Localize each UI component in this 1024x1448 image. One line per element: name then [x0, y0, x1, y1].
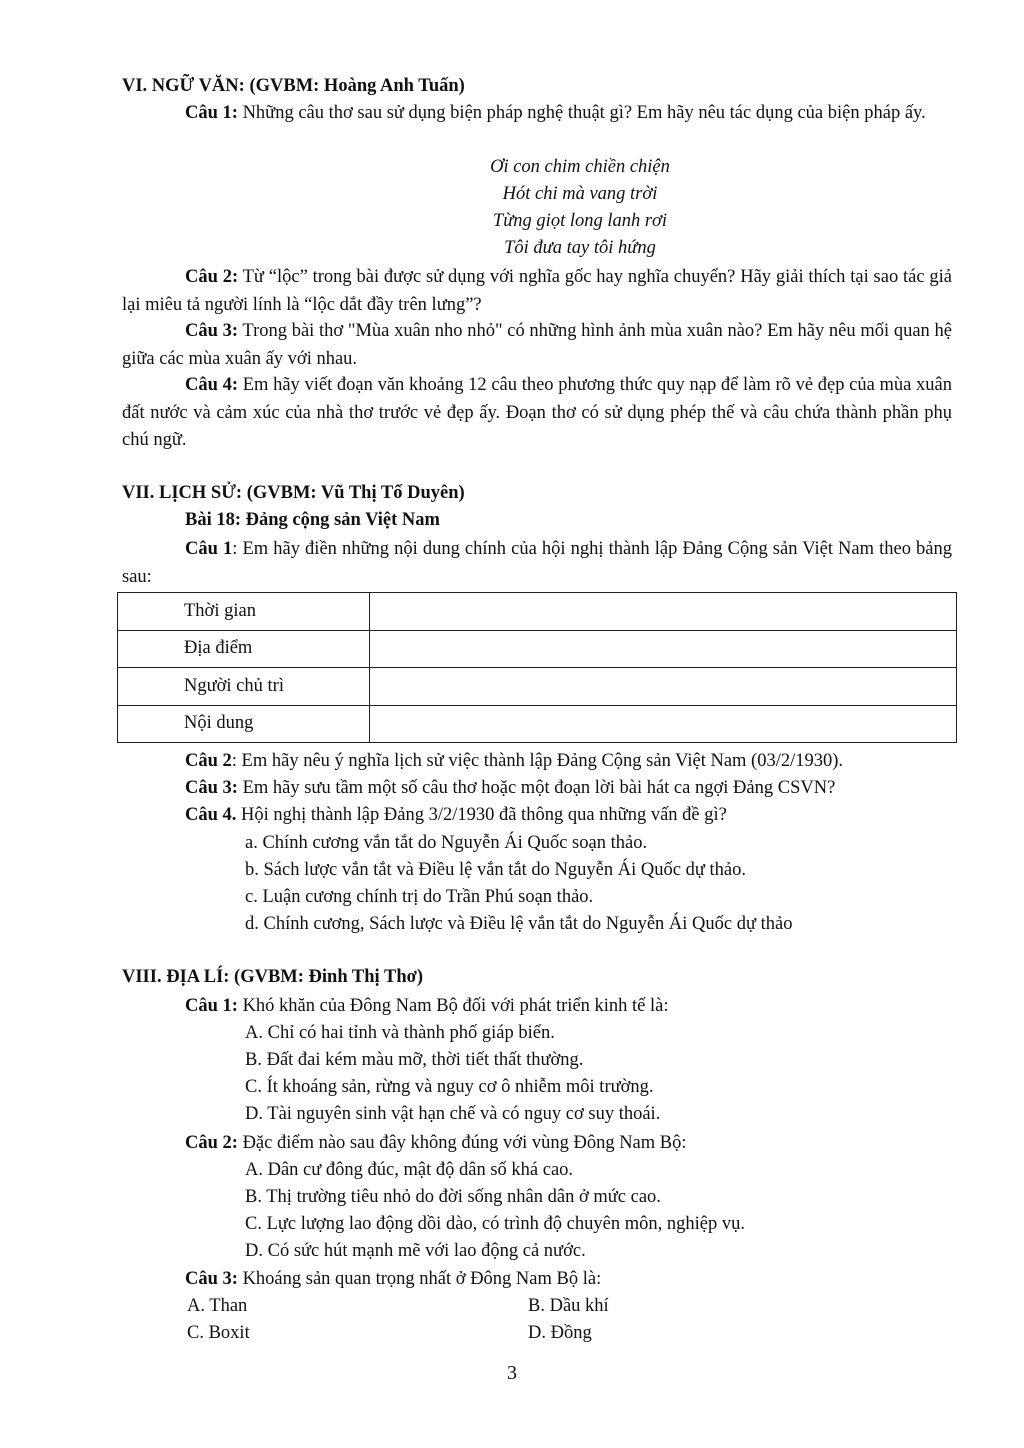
page-number: 3: [507, 1362, 517, 1384]
question-text: Em hãy sưu tầm một số câu thơ hoặc một đoạn lời bài hát ca ngợi Đảng CSVN?: [237, 778, 836, 798]
question-line: [185, 993, 669, 1020]
question-paragraph: [122, 100, 952, 128]
question-text: Khoáng sản quan trọng nhất ở Đông Nam Bộ là:: [237, 1269, 602, 1289]
table-row-label: Nội dung: [118, 705, 370, 743]
answer-option: A. Than: [187, 1296, 248, 1316]
answer-option: B. Dầu khí: [528, 1296, 609, 1316]
table-row-value: [370, 705, 957, 743]
answer-option: C. Lực lượng lao động dồi dào, có trình độ chuyên môn, nghiệp vụ.: [245, 1214, 745, 1234]
poem-line: Hót chi mà vang trời: [502, 184, 658, 204]
question-text: Hội nghị thành lập Đảng 3/2/1930 đã thông qua những vấn đề gì?: [236, 805, 727, 825]
answer-option: B. Đất đai kém màu mỡ, thời tiết thất thường.: [245, 1050, 584, 1070]
question-label: Câu 2:: [185, 1133, 238, 1153]
question-text: Em hãy viết đoạn văn khoảng 12 câu theo phương thức quy nạp để làm rõ vẻ đẹp của mùa xuân đất nước và cảm xúc của nhà thơ trước vẻ đẹp ấy. Đoạn thơ có sử dụng phép thế và câu chứa thành phần phụ chú ngữ.: [122, 375, 953, 450]
question-text: Từ “lộc” trong bài được sử dụng với nghĩa gốc hay nghĩa chuyển? Hãy giải thích tại sao tác giả lại miêu tả người lính là “lộc dắt đầy trên lưng”?: [122, 267, 953, 315]
poem-line: Tôi đưa tay tôi hứng: [504, 238, 656, 258]
table-row: [118, 630, 957, 668]
answer-option: d. Chính cương, Sách lược và Điều lệ vắn tắt do Nguyễn Ái Quốc dự thảo: [245, 914, 793, 934]
question-label: Câu 1:: [185, 996, 238, 1016]
question-line: [185, 1130, 687, 1157]
section-title-lich-su: VII. LỊCH SỬ: (GVBM: Vũ Thị Tố Duyên): [122, 483, 465, 503]
answer-option: c. Luận cương chính trị do Trần Phú soạn thảo.: [245, 887, 594, 907]
answer-option: D. Tài nguyên sinh vật hạn chế và có nguy cơ suy thoái.: [245, 1104, 661, 1124]
answer-option: C. Boxit: [187, 1323, 250, 1343]
question-text: : Em hãy điền những nội dung chính của hội nghị thành lập Đảng Cộng sản Việt Nam theo bảng sau:: [122, 539, 952, 587]
question-line: [185, 748, 843, 775]
question-label: Câu 4:: [185, 375, 239, 395]
question-text: Khó khăn của Đông Nam Bộ đối với phát triển kinh tế là:: [237, 996, 669, 1016]
question-text: Những câu thơ sau sử dụng biện pháp nghệ thuật gì? Em hãy nêu tác dụng của biện pháp ấy.: [237, 103, 926, 123]
answer-option: D. Đồng: [528, 1323, 592, 1343]
answer-option: B. Thị trường tiêu nhỏ do đời sống nhân dân ở mức cao.: [245, 1187, 661, 1207]
poem-block: [330, 154, 830, 262]
answer-option: A. Chỉ có hai tỉnh và thành phố giáp biển.: [245, 1023, 555, 1043]
section-title-ngu-van: VI. NGỮ VĂN: (GVBM: Hoàng Anh Tuấn): [122, 76, 465, 96]
table-row: [118, 705, 957, 743]
question-paragraph: [122, 536, 952, 591]
table-row: [118, 593, 957, 631]
answer-option: C. Ít khoáng sản, rừng và nguy cơ ô nhiễm môi trường.: [245, 1077, 654, 1097]
question-label: Câu 3:: [185, 1269, 238, 1289]
question-text: : Em hãy nêu ý nghĩa lịch sử việc thành lập Đảng Cộng sản Việt Nam (03/2/1930).: [231, 751, 844, 771]
question-line: [185, 775, 835, 802]
question-paragraph: [122, 372, 952, 455]
answer-option: b. Sách lược vắn tắt và Điều lệ vắn tắt do Nguyễn Ái Quốc dự thảo.: [245, 860, 746, 880]
answer-option: A. Dân cư đông đúc, mật độ dân số khá cao.: [245, 1160, 574, 1180]
answer-option: D. Có sức hút mạnh mẽ với lao động cả nước.: [245, 1241, 586, 1261]
poem-line: Từng giọt long lanh rơi: [492, 211, 668, 231]
question-line: [185, 802, 727, 829]
table-row-value: [370, 630, 957, 668]
table-row-value: [370, 593, 957, 631]
question-label: Câu 1: [185, 539, 233, 559]
question-text: Trong bài thơ "Mùa xuân nho nhỏ" có những hình ảnh mùa xuân nào? Em hãy nêu mối quan hệ giữa các mùa xuân ấy với nhau.: [122, 321, 952, 369]
question-line: [185, 1266, 601, 1293]
question-paragraph: [122, 318, 952, 373]
section-title-dia-li: VIII. ĐỊA LÍ: (GVBM: Đinh Thị Thơ): [122, 967, 424, 987]
question-label: Câu 3:: [185, 321, 239, 341]
table-row-value: [370, 668, 957, 706]
poem-line: Ơi con chim chiền chiện: [490, 157, 670, 177]
question-label: Câu 2: [185, 751, 232, 771]
table-row-label: Người chủ trì: [118, 668, 370, 706]
party-founding-table: [117, 592, 957, 743]
question-label: Câu 1:: [185, 103, 238, 123]
question-label: Câu 2:: [185, 267, 239, 287]
question-label: Câu 3:: [185, 778, 238, 798]
answer-option: a. Chính cương vắn tắt do Nguyễn Ái Quốc soạn thảo.: [245, 833, 648, 853]
lesson-title: Bài 18: Đảng cộng sản Việt Nam: [185, 510, 440, 530]
question-paragraph: [122, 264, 952, 319]
table-row: [118, 668, 957, 706]
table-row-label: Thời gian: [118, 593, 370, 631]
question-text: Đặc điểm nào sau đây không đúng với vùng Đông Nam Bộ:: [237, 1133, 687, 1153]
table-row-label: Địa điểm: [118, 630, 370, 668]
question-label: Câu 4.: [185, 805, 237, 825]
